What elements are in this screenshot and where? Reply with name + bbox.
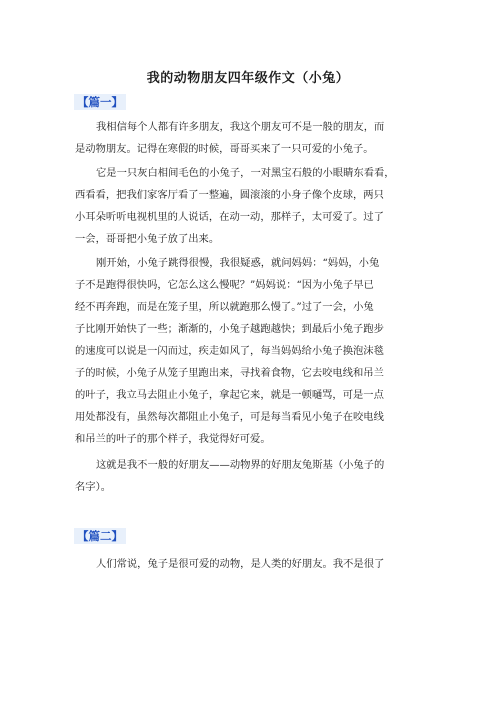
text-line: 经不再奔跑，而是在笼子里，所以就跑那么慢了。”过了一会，小兔 xyxy=(75,301,374,313)
paragraph-1-1 xyxy=(75,116,425,160)
text-line: 子不是跑得很快吗，它怎么这么慢呢？”妈妈说：“因为小兔子早已 xyxy=(75,279,374,291)
text-line: 子的时候，小兔子从笼子里跑出来，寻找着食物，它去咬电线和吊兰 xyxy=(75,367,384,379)
text-line: 我相信每个人都有许多朋友，我这个朋友可不是一般的朋友，而 xyxy=(96,121,385,133)
text-line: 的速度可以说是一闪而过，疾走如风了，每当妈妈给小兔子换泡沫毯 xyxy=(75,345,384,357)
text-line: 西看看，把我们家客厅看了一整遍，圆滚滚的小身子像个皮球，两只 xyxy=(75,189,384,201)
document-title: 我的动物朋友四年级作文（小兔） xyxy=(146,71,350,86)
text-line: 它是一只灰白相间毛色的小兔子，一对黑宝石般的小眼睛东看看， xyxy=(96,167,395,179)
section-label-1: 【篇一】 xyxy=(74,94,126,110)
text-line: 人们常说，兔子是很可爱的动物，是人类的好朋友。我不是很了 xyxy=(96,558,385,570)
text-line: 小耳朵听听电视机里的人说话，在动一动，那样子，太可爱了。过了 xyxy=(75,211,384,223)
text-line: 用处都没有，虽然每次都阻止小兔子，可是每当看见小兔子在咬电线 xyxy=(75,411,384,423)
text-line: 刚开始，小兔子跳得很慢，我很疑惑，就问妈妈：“妈妈，小兔 xyxy=(96,257,380,269)
paragraph-1-4 xyxy=(75,454,425,498)
text-line: 的叶子，我立马去阻止小兔子，拿起它来，就是一顿嗵骂，可是一点 xyxy=(75,389,384,401)
text-line: 名字）。 xyxy=(75,481,112,493)
paragraph-2-1 xyxy=(75,553,425,575)
text-line: 子比刚开始快了一些；渐渐的，小兔子越跑越快；到最后小兔子跑步 xyxy=(75,323,384,335)
text-line: 是动物朋友。记得在寒假的时候，哥哥买来了一只可爱的小兔子。 xyxy=(75,143,374,155)
text-line: 一会，哥哥把小兔子放了出来。 xyxy=(75,233,220,245)
paragraph-1-2 xyxy=(75,162,425,250)
text-line: 这就是我不一般的好朋友——动物界的好朋友兔斯基（小兔子的 xyxy=(96,459,385,471)
paragraph-1-3 xyxy=(75,252,425,450)
section-label-2: 【篇二】 xyxy=(74,528,126,544)
text-line: 和吊兰的叶子的那个样子，我觉得好可爱。 xyxy=(75,433,271,445)
